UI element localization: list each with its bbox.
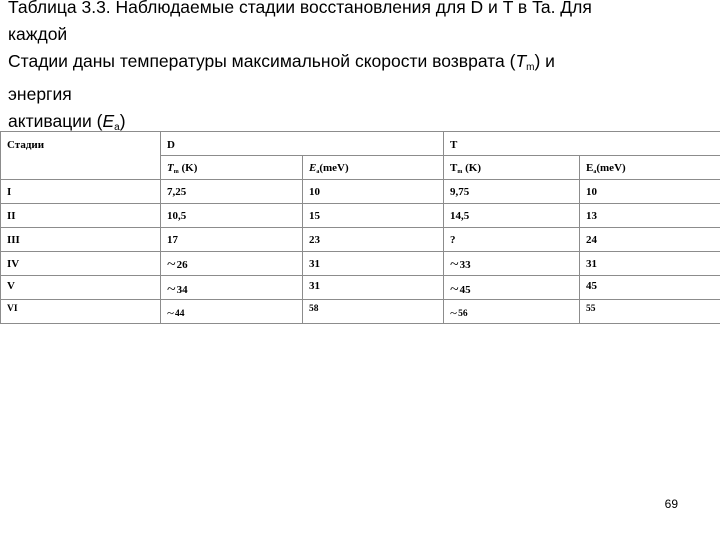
d-tm-value: 26	[176, 258, 188, 271]
stage-cell: V	[1, 276, 161, 300]
title-ea-symbol: E	[102, 111, 115, 131]
title-tm-symbol: T	[515, 51, 527, 71]
recovery-stages-table	[0, 131, 720, 324]
col-d-tm-sub: m	[173, 168, 179, 175]
t-tm-value: 45	[459, 284, 471, 296]
t-ea-cell: 10	[580, 180, 720, 204]
approx-tilde: ~	[167, 281, 176, 298]
t-ea-cell: 55	[580, 300, 720, 324]
table-row	[1, 276, 720, 300]
title-line-3-text: Стадии даны температуры максимальной скорости возврата (	[8, 51, 516, 71]
col-d-ea-header	[303, 156, 444, 180]
col-t-tm-header	[444, 156, 580, 180]
page-number: 69	[664, 497, 678, 511]
d-ea-cell: 58	[303, 300, 444, 324]
table-row	[1, 252, 720, 276]
title-line-1: Таблица 3.3. Наблюдаемые стадии восстановления для D и T в Ta. Для	[8, 0, 592, 17]
slide-title	[8, 0, 708, 138]
col-t-tm-var: T	[450, 161, 458, 174]
t-tm-cell	[444, 252, 580, 276]
d-ea-cell: 10	[303, 180, 444, 204]
d-tm-cell	[161, 300, 303, 324]
d-tm-value: 34	[176, 284, 188, 296]
approx-tilde: ~	[167, 255, 176, 273]
title-line-5-end: )	[119, 111, 126, 131]
d-tm-cell: 17	[161, 228, 303, 252]
col-d-ea-sub: a	[316, 168, 320, 175]
d-tm-cell: 10,5	[161, 204, 303, 228]
col-t-tm-unit: (K)	[462, 161, 481, 174]
approx-tilde: ~	[450, 305, 458, 320]
col-t-ea-sub: a	[593, 168, 597, 175]
col-t-ea-header	[580, 156, 720, 180]
col-d-ea-unit: (meV)	[319, 161, 349, 174]
stage-cell: II	[1, 204, 161, 228]
t-tm-cell	[444, 300, 580, 324]
t-tm-value: 33	[459, 258, 471, 271]
group-d-header: D	[161, 132, 444, 156]
d-ea-cell: 23	[303, 228, 444, 252]
col-t-ea-var: E	[586, 161, 594, 174]
d-ea-cell: 31	[303, 252, 444, 276]
table-header-row	[1, 132, 720, 156]
title-line-3	[8, 48, 708, 78]
t-ea-cell: 13	[580, 204, 720, 228]
t-tm-cell	[444, 276, 580, 300]
d-tm-cell	[161, 276, 303, 300]
col-d-tm-var: T	[167, 161, 174, 174]
col-d-tm-unit: (K)	[178, 161, 198, 174]
table-row	[1, 300, 720, 324]
d-tm-cell: 7,25	[161, 180, 303, 204]
approx-tilde: ~	[167, 305, 175, 320]
stage-cell: I	[1, 180, 161, 204]
col-t-ea-unit: (meV)	[596, 161, 626, 174]
t-tm-cell: 9,75	[444, 180, 580, 204]
col-t-tm-sub: m	[457, 168, 463, 175]
table-row	[1, 228, 720, 252]
t-tm-cell: 14,5	[444, 204, 580, 228]
stage-cell: IV	[1, 252, 161, 276]
title-line-2: каждой	[8, 24, 68, 44]
d-tm-value: 44	[175, 309, 185, 319]
stage-cell: III	[1, 228, 161, 252]
title-line-5-text: активации (	[8, 111, 103, 131]
title-line-4: энергия	[8, 84, 72, 104]
approx-tilde: ~	[450, 255, 459, 273]
t-tm-value: 56	[458, 309, 468, 319]
d-ea-cell: 31	[303, 276, 444, 300]
table-row	[1, 204, 720, 228]
title-tm-subscript: m	[526, 62, 535, 73]
approx-tilde: ~	[450, 281, 459, 298]
stage-cell: VI	[1, 300, 161, 324]
group-t-header: T	[444, 132, 720, 156]
title-ea-subscript: a	[114, 122, 120, 133]
title-line-3-end: ) и	[534, 51, 555, 71]
col-d-tm-header	[161, 156, 303, 180]
t-tm-cell: ?	[444, 228, 580, 252]
col-d-ea-var: E	[309, 161, 317, 174]
t-ea-cell: 31	[580, 252, 720, 276]
stage-header-cell	[1, 132, 161, 180]
d-ea-cell: 15	[303, 204, 444, 228]
table-row	[1, 180, 720, 204]
t-ea-cell: 24	[580, 228, 720, 252]
stage-header: Стадии	[7, 139, 45, 151]
d-tm-cell	[161, 252, 303, 276]
t-ea-cell: 45	[580, 276, 720, 300]
